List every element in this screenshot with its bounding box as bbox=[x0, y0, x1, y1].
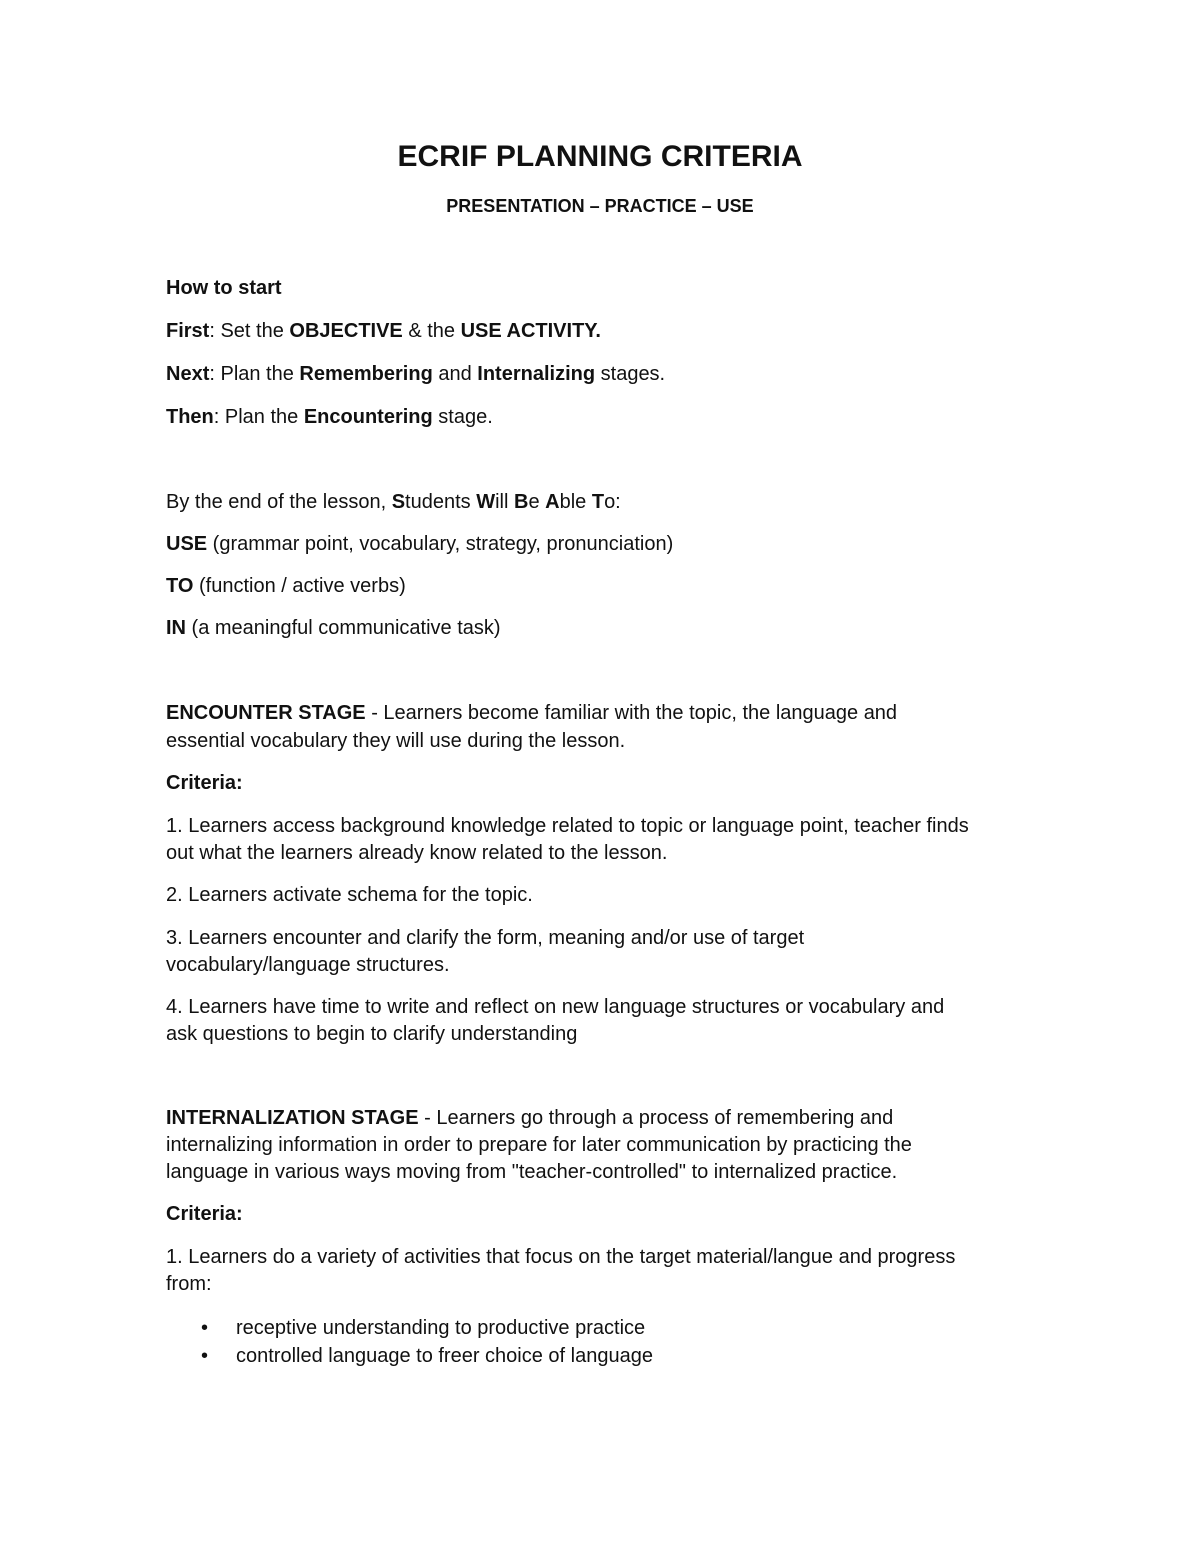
bullet-text: receptive understanding to productive practice bbox=[236, 1317, 646, 1339]
swbat-to-line: TO (function / active verbs) bbox=[166, 575, 406, 597]
encounter-criteria-label: Criteria: bbox=[166, 772, 243, 794]
internalization-description-line-3: language in various ways moving from "teacher-controlled" to internalized practice. bbox=[166, 1161, 898, 1183]
first-label: First bbox=[166, 320, 210, 342]
to-label: TO bbox=[166, 575, 194, 597]
first-step-line: First: Set the OBJECTIVE & the USE ACTIVITY. bbox=[166, 320, 601, 342]
encounter-description-line-2: essential vocabulary they will use during the lesson. bbox=[166, 730, 626, 752]
encountering-emphasis: Encountering bbox=[303, 406, 433, 428]
then-step-line: Then: Plan the Encountering stage. bbox=[166, 406, 493, 428]
document-subtitle: PRESENTATION – PRACTICE – USE bbox=[446, 196, 754, 216]
internalization-description-line-2: internalizing information in order to prepare for later communication by practicing the bbox=[166, 1134, 912, 1156]
internalization-item-1-line-2: from: bbox=[166, 1273, 212, 1295]
next-step-line: Next: Plan the Remembering and Internalizing stages. bbox=[166, 363, 666, 385]
in-label: IN bbox=[166, 617, 186, 639]
swbat-intro-line: By the end of the lesson, Students Will Be Able To: bbox=[166, 491, 621, 513]
encounter-item-3-line-1: 3. Learners encounter and clarify the form, meaning and/or use of target bbox=[166, 927, 805, 949]
document-title: ECRIF PLANNING CRITERIA bbox=[397, 140, 803, 173]
encounter-item-1-line-1: 1. Learners access background knowledge related to topic or language point, teacher finds bbox=[166, 815, 969, 837]
swbat-use-line: USE (grammar point, vocabulary, strategy, pronunciation) bbox=[166, 533, 674, 555]
objective-emphasis: OBJECTIVE bbox=[289, 320, 403, 342]
encounter-item-4-line-1: 4. Learners have time to write and reflect on new language structures or vocabulary and bbox=[166, 996, 945, 1018]
internalization-criteria-label: Criteria: bbox=[166, 1203, 243, 1225]
encounter-stage-heading: ENCOUNTER STAGE bbox=[166, 702, 366, 724]
bullet-icon: • bbox=[201, 1317, 209, 1339]
then-label: Then bbox=[166, 406, 214, 428]
internalization-stage-heading: INTERNALIZATION STAGE bbox=[166, 1107, 419, 1129]
next-label: Next bbox=[166, 363, 210, 385]
internalizing-emphasis: Internalizing bbox=[477, 363, 596, 385]
use-label: USE bbox=[166, 533, 208, 555]
internalization-item-1-line-1: 1. Learners do a variety of activities that focus on the target material/langue and progress bbox=[166, 1246, 956, 1268]
encounter-item-4-line-2: ask questions to begin to clarify understanding bbox=[166, 1023, 578, 1045]
bullet-icon: • bbox=[201, 1345, 209, 1367]
encounter-item-2: 2. Learners activate schema for the topic. bbox=[166, 884, 533, 906]
remembering-emphasis: Remembering bbox=[299, 363, 433, 385]
encounter-description-line-1: ENCOUNTER STAGE - Learners become familiar with the topic, the language and bbox=[166, 702, 898, 724]
use-activity-emphasis: USE ACTIVITY. bbox=[460, 320, 601, 342]
how-to-start-heading: How to start bbox=[166, 277, 282, 299]
encounter-item-1-line-2: out what the learners already know related to the lesson. bbox=[166, 842, 668, 864]
encounter-item-3-line-2: vocabulary/language structures. bbox=[166, 954, 450, 976]
bullet-text: controlled language to freer choice of language bbox=[236, 1345, 653, 1367]
swbat-in-line: IN (a meaningful communicative task) bbox=[166, 617, 501, 639]
internalization-description-line-1: INTERNALIZATION STAGE - Learners go through a process of remembering and bbox=[166, 1107, 894, 1129]
